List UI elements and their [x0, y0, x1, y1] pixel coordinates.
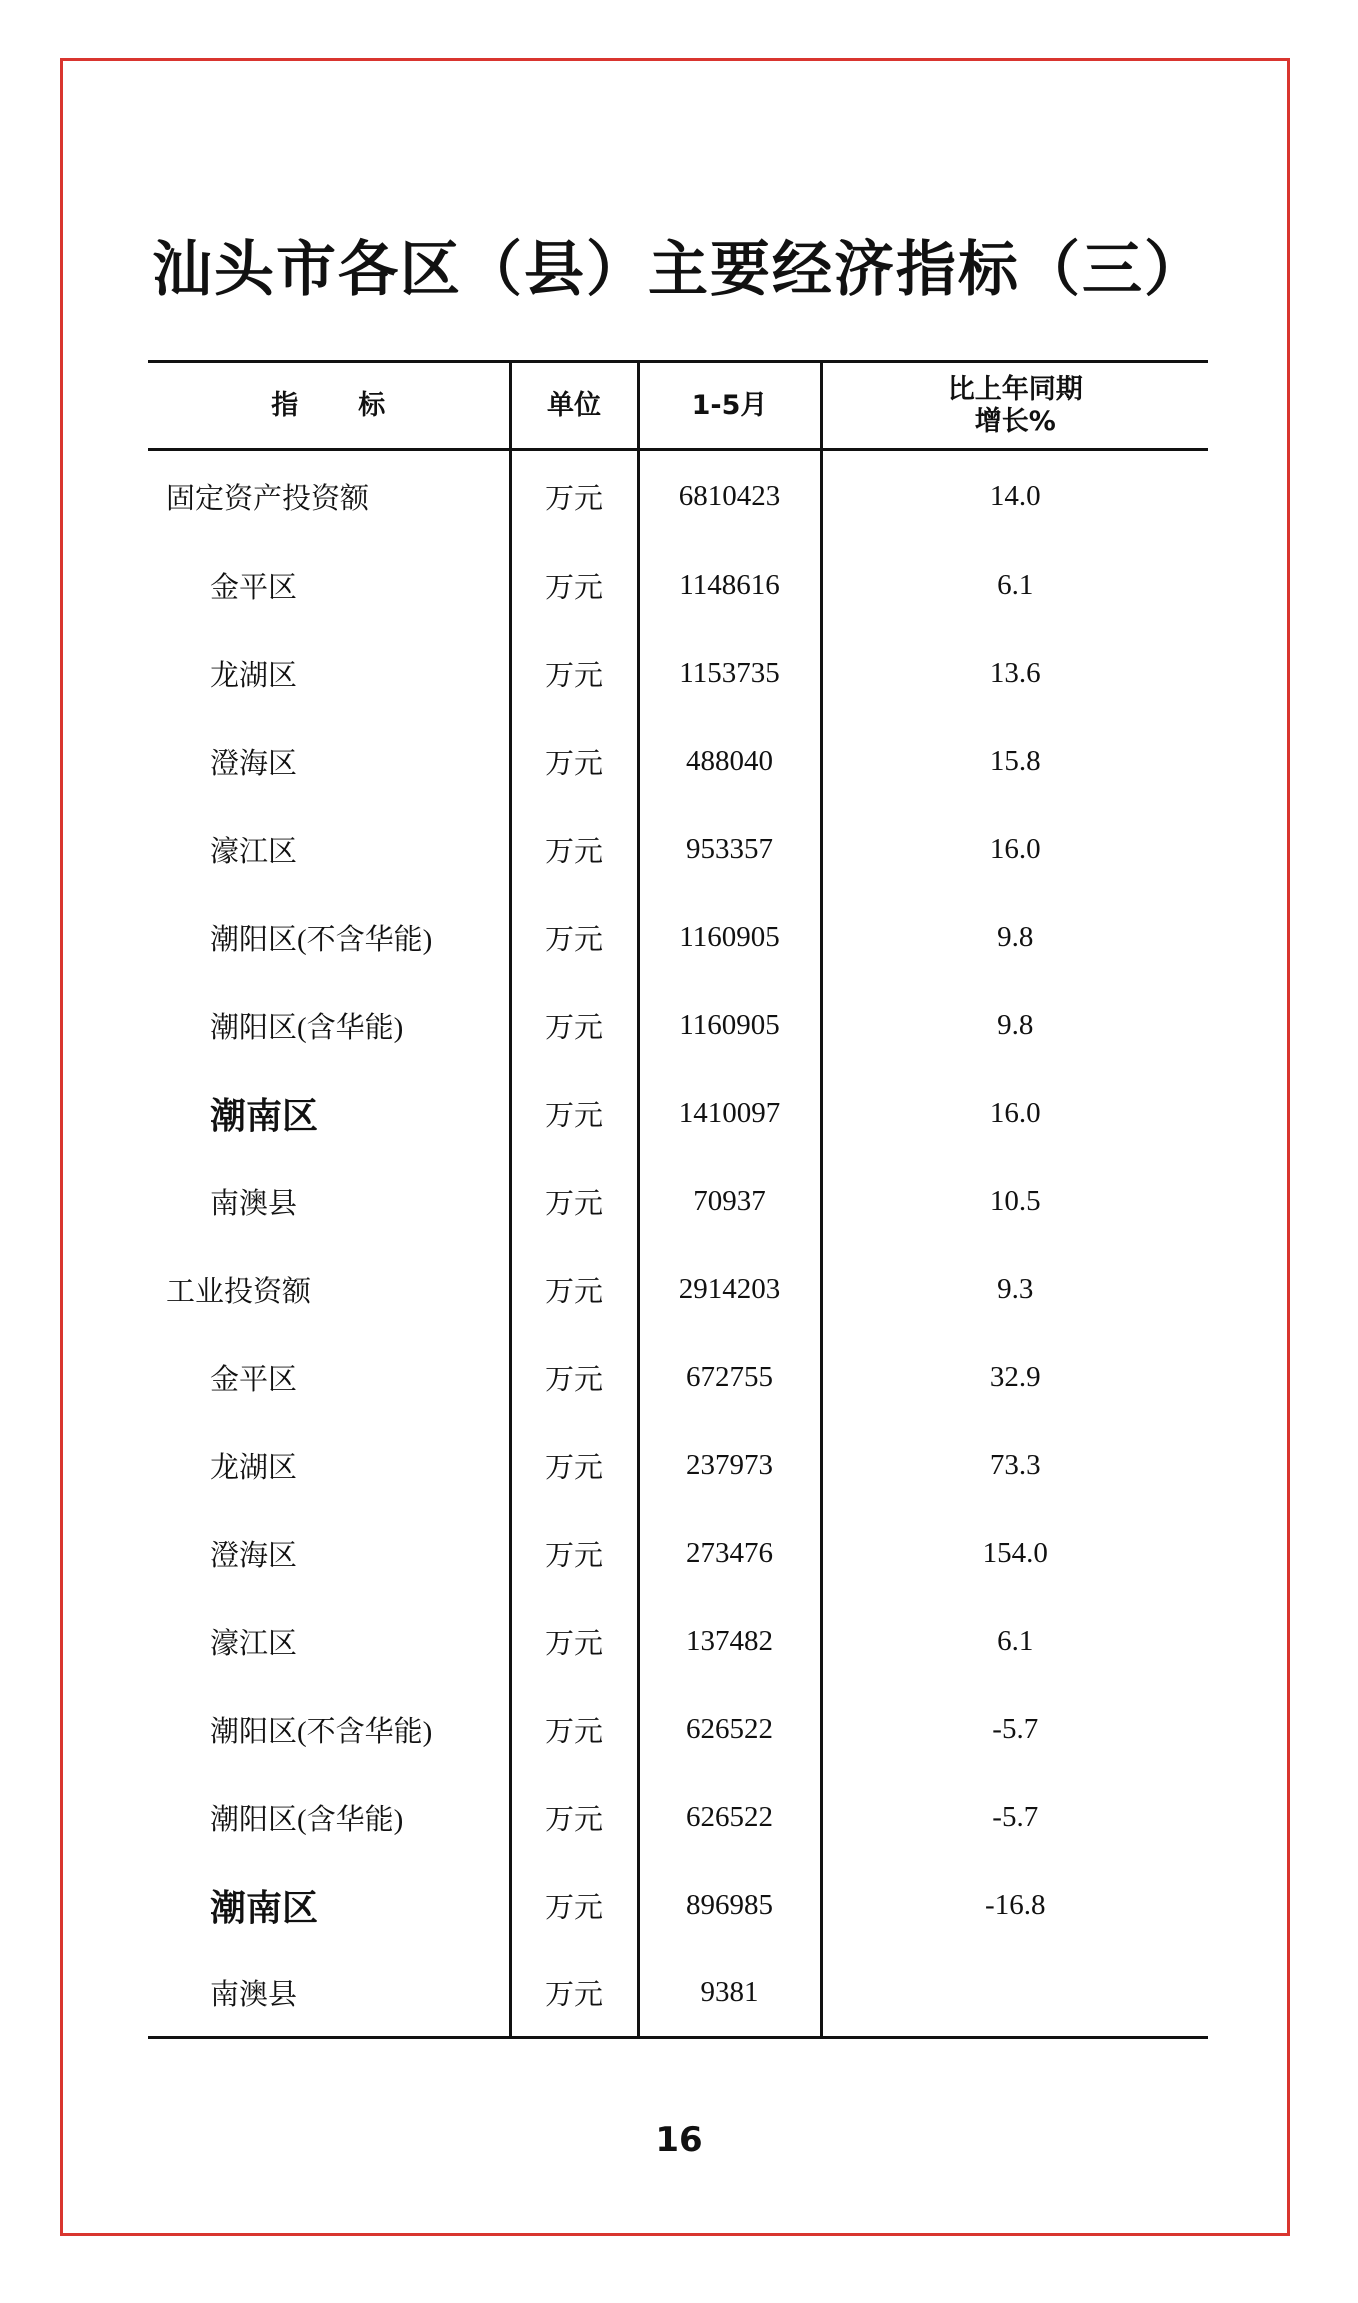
value-cell: 896985 — [638, 1862, 821, 1950]
value-cell: 237973 — [638, 1422, 821, 1510]
value-cell: 672755 — [638, 1334, 821, 1422]
growth-cell — [821, 1950, 1208, 2038]
table-row — [148, 1862, 1208, 1950]
growth-cell: 9.8 — [821, 894, 1208, 982]
growth-cell: 16.0 — [821, 1070, 1208, 1158]
unit-cell: 万元 — [510, 1334, 638, 1422]
indicator-name-cell: 潮阳区(含华能) — [210, 1012, 404, 1044]
growth-cell: 73.3 — [821, 1422, 1208, 1510]
value-cell: 1153735 — [638, 630, 821, 718]
indicator-name-cell: 龙湖区 — [210, 1452, 298, 1484]
unit-cell: 万元 — [510, 982, 638, 1070]
indicator-name-cell: 潮南区 — [210, 1096, 319, 1137]
table-row — [148, 630, 1208, 718]
unit-cell: 万元 — [510, 542, 638, 630]
value-cell: 70937 — [638, 1158, 821, 1246]
indicator-name-cell: 潮南区 — [210, 1888, 319, 1929]
growth-cell: -5.7 — [821, 1686, 1208, 1774]
indicator-name-cell: 濠江区 — [210, 836, 298, 868]
table-row — [148, 1246, 1208, 1334]
growth-cell: 32.9 — [821, 1334, 1208, 1422]
table-row — [148, 542, 1208, 630]
table-row — [148, 1334, 1208, 1422]
growth-cell: 9.3 — [821, 1246, 1208, 1334]
value-cell: 626522 — [638, 1774, 821, 1862]
indicator-name-cell: 南澳县 — [148, 1950, 510, 2038]
unit-cell: 万元 — [510, 1686, 638, 1774]
table-row — [148, 1774, 1208, 1862]
growth-cell: 10.5 — [821, 1158, 1208, 1246]
indicator-name-cell: 固定资产投资额 — [166, 482, 370, 515]
growth-cell: 15.8 — [821, 718, 1208, 806]
indicator-name-cell: 澄海区 — [210, 748, 298, 780]
unit-cell: 万元 — [510, 1158, 638, 1246]
table-row — [148, 718, 1208, 806]
table-row — [148, 1422, 1208, 1510]
growth-cell: -5.7 — [821, 1774, 1208, 1862]
value-cell: 6810423 — [638, 450, 821, 542]
table-row — [148, 1510, 1208, 1598]
value-cell: 626522 — [638, 1686, 821, 1774]
table-row — [148, 806, 1208, 894]
unit-cell: 万元 — [510, 718, 638, 806]
growth-cell: 6.1 — [821, 1598, 1208, 1686]
header-growth — [821, 362, 1208, 450]
table-row — [148, 1950, 1208, 2038]
unit-cell: 万元 — [510, 894, 638, 982]
unit-cell: 万元 — [510, 1862, 638, 1950]
header-period: 1-5月 — [638, 362, 821, 450]
unit-cell: 万元 — [510, 806, 638, 894]
indicator-name-cell: 澄海区 — [210, 1540, 298, 1572]
indicator-name-cell: 龙湖区 — [210, 660, 298, 692]
value-cell: 137482 — [638, 1598, 821, 1686]
indicator-name-cell: 金平区 — [210, 572, 298, 604]
growth-cell: 6.1 — [821, 542, 1208, 630]
table-row — [148, 1158, 1208, 1246]
unit-cell: 万元 — [510, 1246, 638, 1334]
value-cell: 488040 — [638, 718, 821, 806]
indicator-name-cell: 工业投资额 — [166, 1276, 312, 1308]
value-cell: 1148616 — [638, 542, 821, 630]
growth-cell: 9.8 — [821, 982, 1208, 1070]
header-indicator: 指标 — [148, 362, 510, 450]
indicator-name-cell: 潮阳区(含华能) — [210, 1804, 404, 1836]
page-title: 汕头市各区（县）主要经济指标（三） — [152, 235, 1206, 305]
value-cell: 1160905 — [638, 982, 821, 1070]
growth-cell: -16.8 — [821, 1862, 1208, 1950]
value-cell: 953357 — [638, 806, 821, 894]
indicator-name-cell: 潮阳区(不含华能) — [210, 1716, 433, 1748]
table-row — [148, 450, 1208, 542]
value-cell: 9381 — [638, 1950, 821, 2038]
header-growth-line1: 比上年同期 — [947, 373, 1083, 405]
table-body — [148, 450, 1208, 2038]
unit-cell: 万元 — [510, 1774, 638, 1862]
value-cell: 1410097 — [638, 1070, 821, 1158]
value-cell: 1160905 — [638, 894, 821, 982]
table-row — [148, 982, 1208, 1070]
growth-cell: 14.0 — [821, 450, 1208, 542]
growth-cell: 154.0 — [821, 1510, 1208, 1598]
table-header-row — [148, 362, 1208, 450]
value-cell: 2914203 — [638, 1246, 821, 1334]
unit-cell: 万元 — [510, 1598, 638, 1686]
table-row — [148, 1598, 1208, 1686]
growth-cell: 13.6 — [821, 630, 1208, 718]
unit-cell: 万元 — [510, 1070, 638, 1158]
unit-cell: 万元 — [510, 1510, 638, 1598]
indicator-name-cell: 南澳县 — [210, 1188, 298, 1220]
indicator-name-cell: 濠江区 — [210, 1628, 298, 1660]
unit-cell: 万元 — [510, 450, 638, 542]
indicator-name-cell: 金平区 — [210, 1364, 298, 1396]
economic-indicators-table — [148, 360, 1208, 2039]
table-row — [148, 1070, 1208, 1158]
unit-cell: 万元 — [510, 1422, 638, 1510]
value-cell: 273476 — [638, 1510, 821, 1598]
table-row — [148, 894, 1208, 982]
indicator-name-cell: 潮阳区(不含华能) — [210, 924, 433, 956]
unit-cell: 万元 — [510, 1950, 638, 2038]
unit-cell: 万元 — [510, 630, 638, 718]
growth-cell: 16.0 — [821, 806, 1208, 894]
page-number: 16 — [655, 2120, 703, 2160]
header-unit: 单位 — [510, 362, 638, 450]
table-row — [148, 1686, 1208, 1774]
header-growth-line2: 增长% — [974, 405, 1056, 437]
